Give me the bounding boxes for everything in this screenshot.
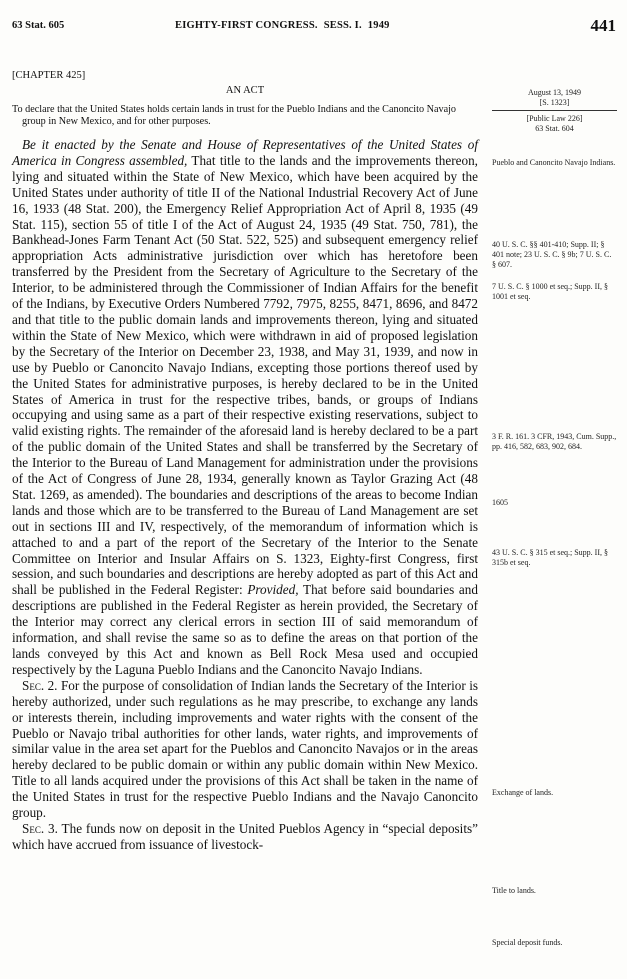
bill-number: [S. 1323]: [539, 98, 570, 107]
act-body: [12, 137, 478, 853]
chapter-label: [CHAPTER 425]: [12, 70, 86, 81]
congress-label: EIGHTY-FIRST CONGRESS.: [175, 20, 318, 31]
section-2: [12, 678, 478, 821]
margin-note: Pueblo and Canoncito Navajo Indians.: [492, 158, 616, 167]
stat-citation: 63 Stat. 605: [12, 20, 65, 31]
sidebar-act-info: [492, 88, 617, 108]
margin-note: 1605: [492, 498, 508, 507]
year-label: 1949: [367, 20, 390, 31]
act-title: AN ACT: [225, 85, 265, 96]
running-header: [12, 18, 616, 38]
public-law-number: [Public Law 226]: [526, 114, 583, 123]
margin-note: Special deposit funds.: [492, 938, 563, 947]
proviso-label: Provided,: [247, 582, 299, 598]
section-3-text: The funds now on deposit in the United Pueblos Agency in “special deposits” which have accrued from issuance of livestock-: [12, 820, 478, 852]
enacting-clause: Be it enacted by the Senate and House of Representatives of the United States of America in Congress assembled,: [12, 137, 478, 168]
header-title: [175, 20, 396, 31]
section-3: [12, 821, 478, 853]
act-purpose: To declare that the United States holds certain lands in trust for the Pueblo Indians and the Canoncito Navajo group in New Mexico, and for other purposes.: [12, 104, 457, 127]
section-2-label: Sec. 2.: [22, 677, 58, 693]
margin-note: 3 F. R. 161. 3 CFR, 1943, Cum. Supp., pp. 416, 582, 683, 902, 684.: [492, 432, 617, 451]
margin-note: Exchange of lands.: [492, 788, 554, 797]
margin-note: 7 U. S. C. § 1000 et seq.; Supp. II, § 1001 et seq.: [492, 282, 608, 301]
section-1-text: That title to the lands and the improvements thereon, lying and situated within the State of New Mexico, which have been acquired by the United States under authority of title II of the National Industrial Recovery Act of June 16, 1933 (48 Stat. 200), the Emergency Relief Appropriation Act of April 8, 1935 (49 Stat. 115), section 55 of title I of the Act of August 24, 1935 (49 Stat. 750, 781), the Bankhead-Jones Farm Tenant Act (50 Stat. 522, 525) and subsequent emergency relief appropriation Acts administrative jurisdiction over which has heretofore been transferred by the President from the Secretary of Agriculture to the Secretary of the Interior, to be administered through the Commissioner of Indian Affairs for the benefit of the Indians, by Executive Orders Numbered 7792, 7975, 8255, 8471, 8696, and 8472 and that title to the public domain lands and improvements thereon, lying and situated within the State of New Mexico, which were withdrawn in aid of proposed legislation by the Secretary of the Interior on December 23, 1938, and May 31, 1939, and now in use by Pueblo or Canoncito Navajo Indians, excepting those portions thereof used by the United States for administrative purposes, is hereby declared to be in the United States of America in trust for the respective tribes, bands, or groups of Indians occupying and using same as a part of their respective existing reservations, subject to valid existing rights. The remainder of the aforesaid land is hereby declared to be a part of the public domain of the United States and shall be transferred by the Secretary of the Interior to the Bureau of Land Management for administration under the provisions of the Act of Congress of June 28, 1934, generally known as Taylor Grazing Act (48 Stat. 1269, as amended). The boundaries and descriptions of the areas to become Indian lands and those which are to be transferred to the Bureau of Land Management are set out in sections III and IV, respectively, of the memorandum of information which is attached to and a part of the report of the Secretary of the Interior to the Senate Committee on Interior and Insular Affairs on S. 1323, Eighty-first Congress, first session, and such boundaries and descriptions are hereby adopted as part of this Act and shall be published in the Federal Register:: [12, 152, 478, 598]
section-3-label: Sec. 3.: [22, 820, 58, 836]
page-number: 441: [590, 16, 616, 35]
session-label: SESS. I.: [323, 20, 362, 31]
section-1-proviso: That before said boundaries and descriptions are published in the Federal Register as herein provided, the Secretary of the Interior may correct any clerical errors in section III of said memorandum of information, and shall revise the same so as to define the areas on that portion of the lands conveyed by this Act and known as Bell Rock Mesa used and occupied respectively by the Laguna Pueblo Indians and the Canoncito Navajo Indians.: [12, 582, 478, 677]
act-date: August 13, 1949: [527, 88, 582, 97]
sidebar-rule: [492, 110, 617, 111]
section-2-text: For the purpose of consolidation of Indian lands the Secretary of the Interior is hereby authorized, under such regulations as he may prescribe, to exchange any lands or interests therein, including improvements and water rights with the consent of the Pueblo or Navajo tribal authorities for other lands, water rights, and improvements of similar value in the area set apart for the Pueblos and Canoncito Navajos or in the areas hereby declared to be public domain or within any public domain within New Mexico. Title to all lands acquired under the provisions of this Act shall be taken in the name of the United States in trust for the respective Pueblo Indians and the Navajo Canoncito group.: [12, 677, 478, 821]
stat-reference: 63 Stat. 604: [535, 124, 574, 133]
margin-note: 43 U. S. C. § 315 et seq.; Supp. II, § 315b et seq.: [492, 548, 608, 567]
section-1: [12, 137, 478, 678]
margin-note: 40 U. S. C. §§ 401-410; Supp. II; § 401 note; 23 U. S. C. § 9b; 7 U. S. C. § 607.: [492, 240, 612, 269]
sidebar-law-info: [492, 114, 617, 134]
margin-note: Title to lands.: [492, 886, 536, 895]
